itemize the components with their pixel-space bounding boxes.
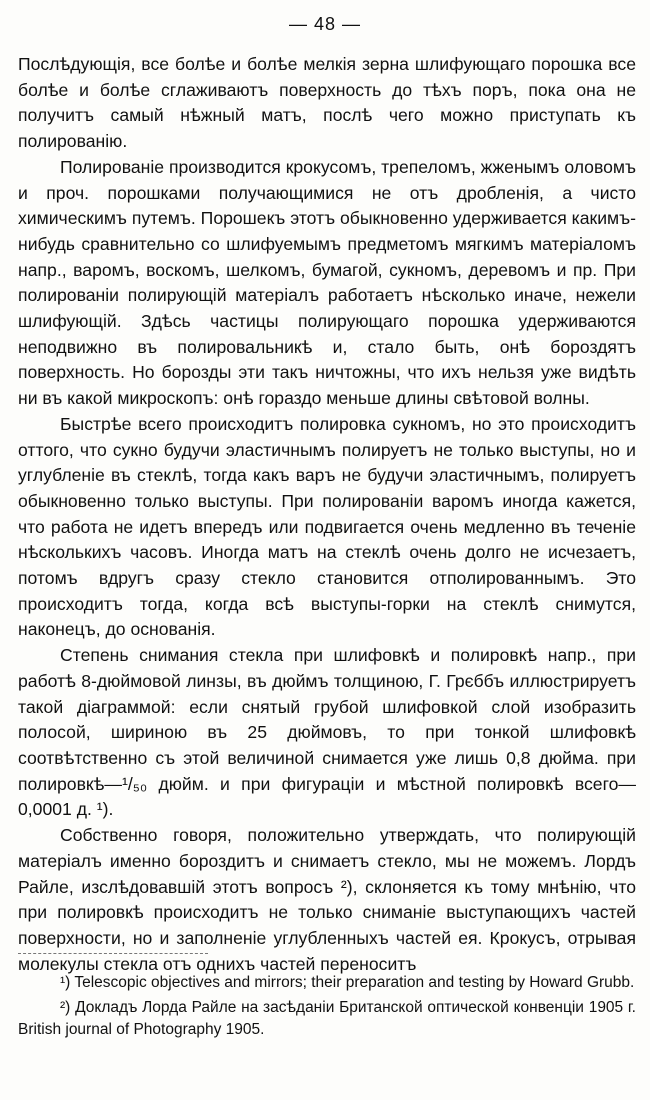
- paragraph-1: Послѣдующія, все болѣе и болѣе мелкія зерна шлифующаго порошка все болѣе и болѣе сглаживаютъ поверхность до тѣхъ поръ, пока она не получитъ самый нѣжный матъ, послѣ чего можно приступать къ полированію.: [18, 54, 636, 152]
- footnote-2: ²) Докладъ Лорда Райле на засѣданіи Британской оптической конвенціи 1905 г. British journal of Photography 1905.: [18, 998, 636, 1038]
- paragraph-4: Степень снимания стекла при шлифовкѣ и полировкѣ напр., при работѣ 8-дюймовой линзы, въ дюймъ толщиною, Г. Грєббъ иллюстрируетъ такой діаграммой: если снятый грубой шлифовкой слой изобразить полосой, шириною въ 25 дюймовъ, то при тонкой шлифовкѣ соотвѣтственно съ этой величиной снимается уже лишь 0,8 дюйма. при полировкѣ—¹/₅₀ дюйм. и при фигураціи и мѣстной полировкѣ всего—0,0001 д. ¹).: [18, 645, 636, 820]
- paragraph-3: Быстрѣе всего происходитъ полировка сукномъ, но это происходитъ оттого, что сукно будучи эластичнымъ полируетъ не только выступы, но и углубленіе въ стеклѣ, тогда какъ варъ не будучи эластичнымъ, полируетъ обыкновенно только выступы. При полированіи варомъ иногда кажется, что работа не идетъ впередъ или подвигается очень медленно въ теченіе нѣсколькихъ часовъ. Иногда матъ на стеклѣ очень долго не исчезаетъ, потомъ вдругъ сразу стекло становится отполированнымъ. Это происходитъ тогда, когда всѣ выступы-горки на стеклѣ снимутся, наконецъ, до основанія.: [18, 413, 636, 640]
- paragraph-5: Собственно говоря, положительно утверждать, что полирующій матеріалъ именно бороздитъ и снимаетъ стекло, мы не можемъ. Лордъ Райле, изслѣдовавшій этотъ вопросъ ²), склоняется къ тому мнѣнію, что при полировкѣ происходитъ не только сниманіе выступающихъ частей поверхности, но и заполненіе углубленныхъ частей ея. Крокусъ, отрывая молекулы стекла отъ однихъ частей переноситъ: [18, 825, 636, 974]
- footnote-separator: [18, 953, 208, 954]
- footnote-1: ¹) Telescopic objectives and mirrors; their preparation and testing by Howard Grubb.: [60, 974, 635, 991]
- footnotes: [18, 972, 636, 1044]
- paragraph-2: Полированіе производится крокусомъ, трепеломъ, жженымъ оловомъ и проч. порошками получающимися не отъ дробленія, а чисто химическимъ путемъ. Порошекъ этотъ обыкновенно удерживается какимъ-нибудь сравнительно со шлифуемымъ предметомъ мягкимъ матеріаломъ напр., варомъ, воскомъ, шелкомъ, бумагой, сукномъ, деревомъ и пр. При полированіи полирующій матеріалъ работаетъ нѣсколько иначе, нежели шлифующій. Здѣсь частицы полирующаго порошка удерживаются неподвижно въ полировальникѣ и, стало быть, онѣ бороздятъ поверхность. Но борозды эти такъ ничтожны, что ихъ нельзя уже видѣть ни въ какой микроскопъ: онѣ гораздо меньше длины свѣтовой волны.: [18, 156, 636, 409]
- body-text: [18, 52, 636, 977]
- page-number: — 48 —: [288, 14, 362, 34]
